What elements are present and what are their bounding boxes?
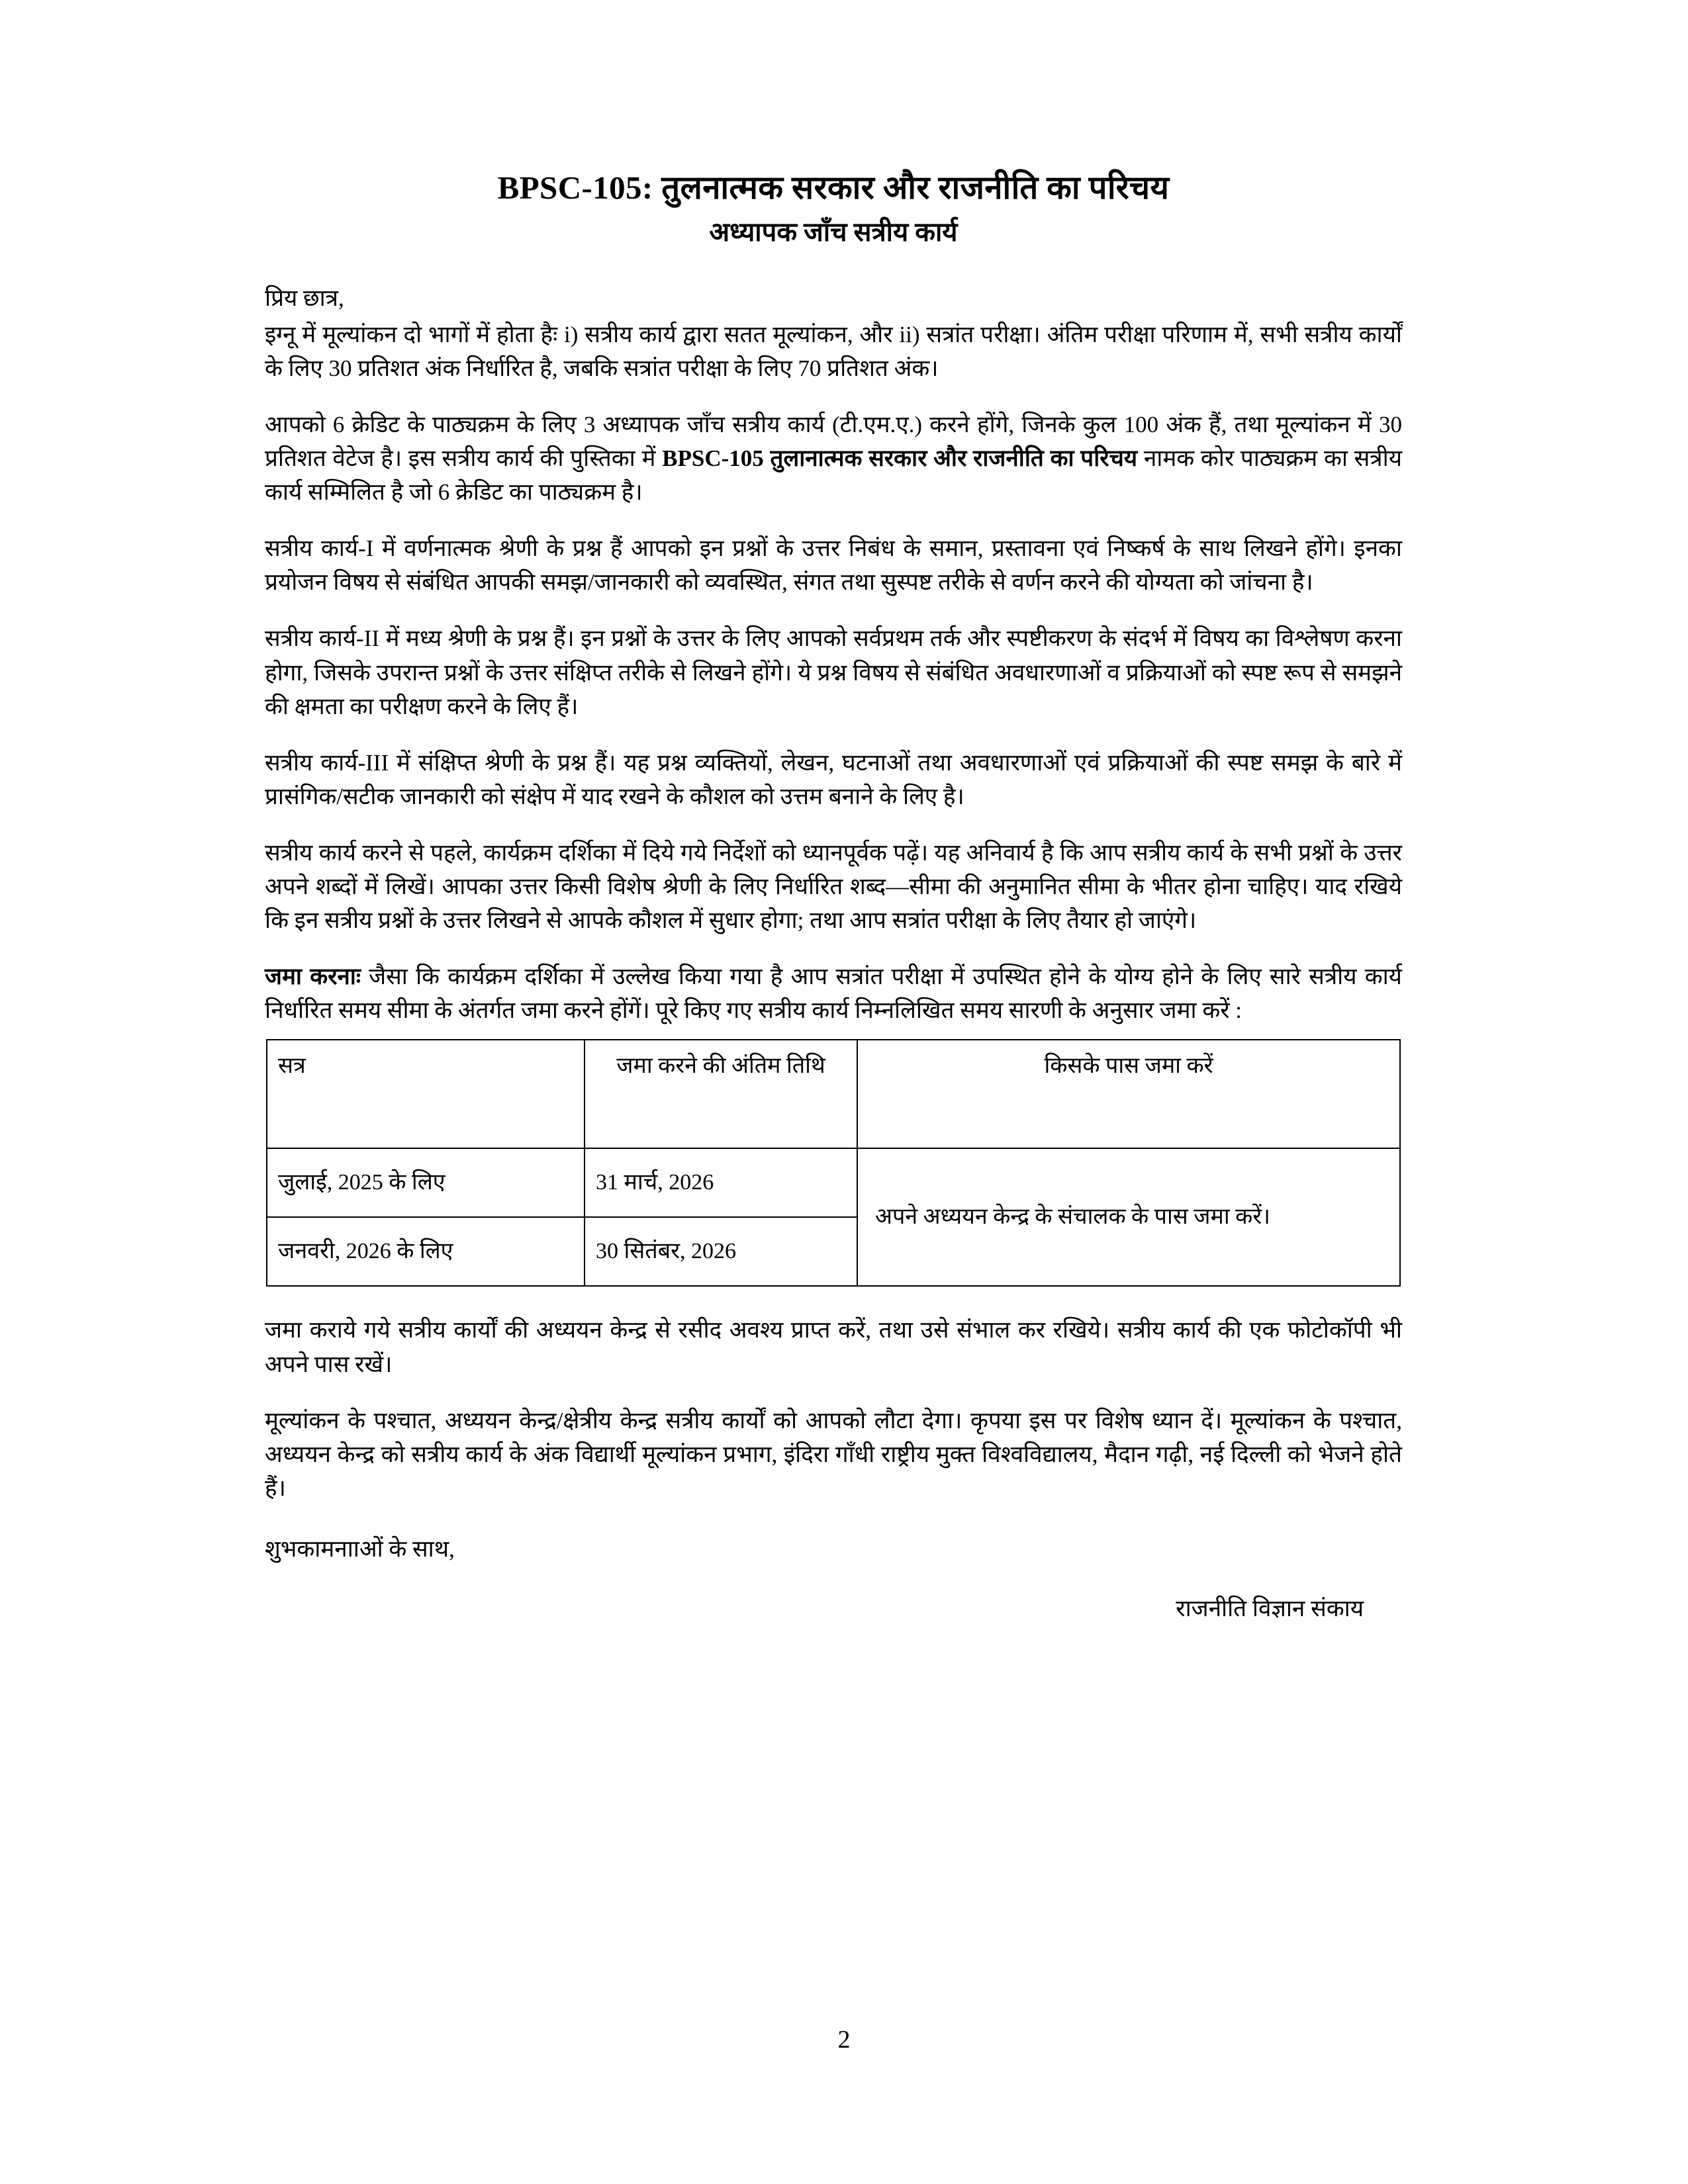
- course-code-emphasis: BPSC-105 तुलानात्मक सरकार और राजनीति का परिचय: [662, 445, 1138, 472]
- paragraph-tma-1: सत्रीय कार्य-I में वर्णनात्मक श्रेणी के प्रश्न हैं आपको इन प्रश्नों के उत्तर निबंध के समान, प्रस्तावना एवं निष्कर्ष के साथ लिखने होंगे। इनका प्रयोजन विषय से संबंधित आपकी समझ/जानकारी को व्यवस्थित, संगत तथा सुस्पष्ट तरीके से वर्णन करने की योग्यता को जांचना है।: [265, 535, 1402, 596]
- submission-text: जैसा कि कार्यक्रम दर्शिका में उल्लेख किया गया है आप सत्रांत परीक्षा में उपस्थित होने के योग्य होने के लिए सारे सत्रीय कार्य निर्धारित समय सीमा के अंतर्गत जमा करने होंगें। पूरे किए गए सत्रीय कार्य निम्नलिखित समय सारणी के अनुसार जमा करें :: [265, 964, 1402, 1024]
- paragraph-intro: इग्नू में मूल्यांकन दो भागों में होता हैः i) सत्रीय कार्य द्वारा सतत मूल्यांकन, और ii) सत्रांत परीक्षा। अंतिम परीक्षा परिणाम में, सभी सत्रीय कार्यों के लिए 30 प्रतिशत अंक निर्धारित है, जबकि सत्रांत परीक्षा के लिए 70 प्रतिशत अंक।: [265, 321, 1402, 381]
- signature-line: राजनीति विज्ञान संकाय: [1176, 1595, 1364, 1621]
- paragraph-credits: [265, 408, 1402, 509]
- cell-submit-to: अपने अध्ययन केन्द्र के संचालक के पास जमा करें।: [857, 1148, 1400, 1286]
- table-header-submit-to: किसके पास जमा करें: [857, 1040, 1400, 1148]
- table-row: [267, 1148, 1400, 1217]
- cell-session-january: जनवरी, 2026 के लिए: [267, 1217, 585, 1286]
- cell-date-january: 30 सितंबर, 2026: [585, 1217, 857, 1286]
- closing-line: शुभकामनााओं के साथ,: [265, 1535, 455, 1562]
- paragraph-receipt: जमा कराये गये सत्रीय कार्यों की अध्ययन केन्द्र से रसीद अवश्य प्राप्त करें, तथा उसे संभाल कर रखिये। सत्रीय कार्य की एक फोटोकॉपी भी अपने पास रखें।: [265, 1317, 1402, 1377]
- table-header-session: सत्र: [267, 1040, 585, 1148]
- page-subtitle: अध्यापक जाँच सत्रीय कार्य: [709, 216, 958, 247]
- paragraph-tma-2: सत्रीय कार्य-II में मध्य श्रेणी के प्रश्न हैं। इन प्रश्नों के उत्तर के लिए आपको सर्वप्रथम तर्क और स्पष्टीकरण के संदर्भ में विषय का विश्लेषण करना होगा, जिसके उपरान्त प्रश्नों के उत्तर संक्षिप्त तरीके से लिखने होंगे। ये प्रश्न विषय से संबंधित अवधारणाओं व प्रक्रियाओं को स्पष्ट रूप से समझने की क्षमता का परीक्षण करने के लिए हैं।: [265, 625, 1402, 719]
- paragraph-credits-post: नामक कोर पाठ्यक्रम का सत्रीय कार्य सम्मिलित है जो 6 क्रेडिट का पाठ्यक्रम है।: [265, 445, 1402, 506]
- submission-label: जमा करनाः: [265, 964, 361, 990]
- document-body: [265, 169, 1402, 1623]
- table-header-last-date: जमा करने की अंतिम तिथि: [585, 1040, 857, 1148]
- salutation: प्रिय छात्र,: [265, 285, 344, 311]
- paragraph-tma-3: सत्रीय कार्य-III में संक्षिप्त श्रेणी के प्रश्न हैं। यह प्रश्न व्यक्तियों, लेखन, घटनाओं तथा अवधारणाओं एवं प्रक्रियाओं की स्पष्ट समझ के बारे में प्रासंगिक/सटीक जानकारी को संक्षेप में याद रखने के कौशल को उत्तम बनाने के लिए है।: [265, 749, 1402, 809]
- paragraph-return: मूल्यांकन के पश्चात, अध्ययन केन्द्र/क्षेत्रीय केन्द्र सत्रीय कार्यों को आपको लौटा देगा। कृपया इस पर विशेष ध्यान दें। मूल्यांकन के पश्चात, अध्ययन केन्द्र को सत्रीय कार्य के अंक विद्यार्थी मूल्यांकन प्रभाग, इंदिरा गाँधी राष्ट्रीय मुक्त विश्वविद्यालय, मैदान गढ़ी, नई दिल्ली को भेजने होते हैं।: [265, 1407, 1402, 1501]
- paragraph-guidelines: सत्रीय कार्य करने से पहले, कार्यक्रम दर्शिका में दिये गये निर्देशों को ध्यानपूर्वक पढ़ें। यह अनिवार्य है कि आप सत्रीय कार्य के सभी प्रश्नों के उत्तर अपने शब्दों में लिखें। आपका उत्तर किसी विशेष श्रेणी के लिए निर्धारित शब्द—सीमा की अनुमानित सीमा के भीतर होना चाहिए। याद रखिये कि इन सत्रीय प्रश्नों के उत्तर लिखने से आपके कौशल में सुधार होगा; तथा आप सत्रांत परीक्षा के लिए तैयार हो जाएंगे।: [265, 839, 1402, 934]
- table-header-row: [267, 1040, 1400, 1148]
- paragraph-credits-pre: आपको 6 क्रेडिट के पाठ्यक्रम के लिए 3 अध्यापक जाँच सत्रीय कार्य (टी.एम.ए.) करने होंगे, जिनके कुल 100 अंक हैं, तथा मूल्यांकन में 30 प्रतिशत वेटेज है। इस सत्रीय कार्य की पुस्तिका में: [265, 412, 1402, 472]
- cell-session-july: जुलाई, 2025 के लिए: [267, 1148, 585, 1217]
- page-title: BPSC-105: तुलनात्मक सरकार और राजनीति का परिचय: [497, 169, 1170, 206]
- submission-schedule-table: [266, 1039, 1401, 1287]
- paragraph-submission: [265, 960, 1402, 1027]
- page-number: 2: [837, 2026, 851, 2054]
- cell-date-july: 31 मार्च, 2026: [585, 1148, 857, 1217]
